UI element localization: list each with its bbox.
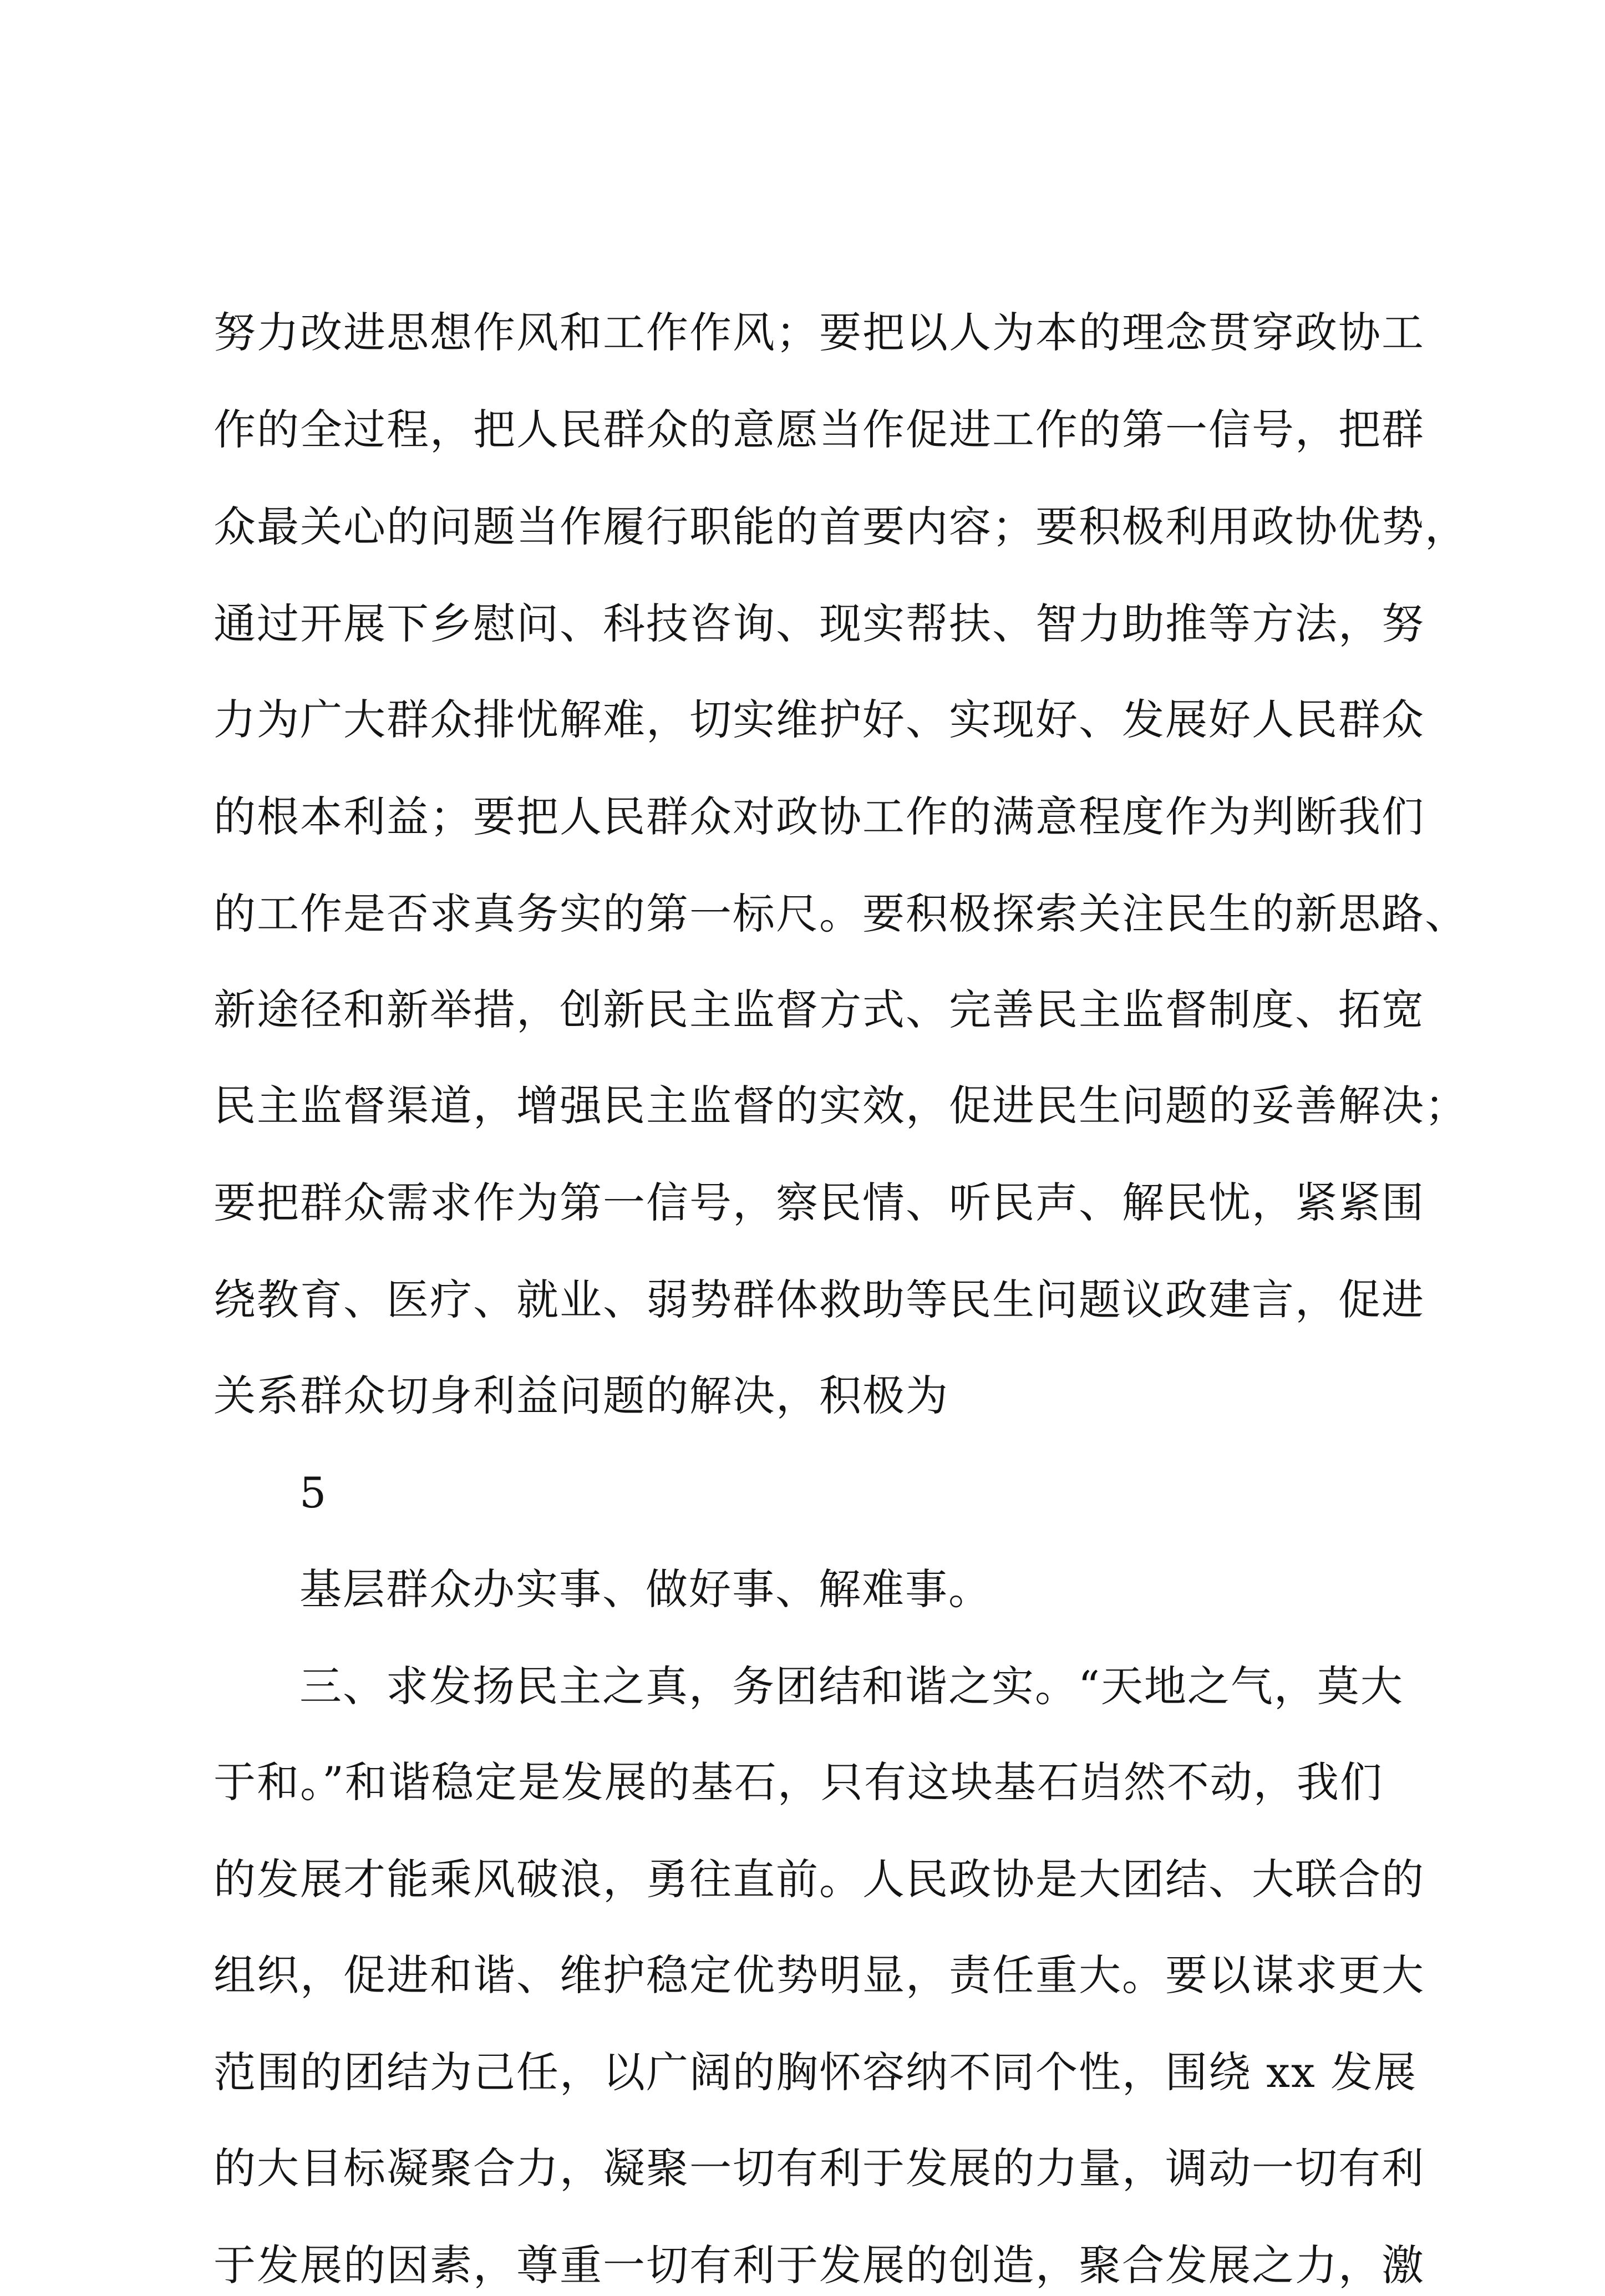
text-line: 范围的团结为己任，以广阔的胸怀容纳不同个性，围绕 xx 发展: [214, 2048, 1418, 2097]
text-line: 作的全过程，把人民群众的意愿当作促进工作的第一信号，把群: [214, 405, 1425, 454]
text-line: 的发展才能乘风破浪，勇往直前。人民政协是大团结、大联合的: [214, 1855, 1425, 1904]
text-line: 众最关心的问题当作履行职能的首要内容；要积极利用政协优势，: [214, 502, 1468, 551]
text-line: 民主监督渠道，增强民主监督的实效，促进民生问题的妥善解决；: [214, 1081, 1468, 1130]
text-line: 绕教育、医疗、就业、弱势群体救助等民生问题议政建言，促进: [214, 1275, 1425, 1324]
text-line: 要把群众需求作为第一信号，察民情、听民声、解民忧，紧紧围: [214, 1178, 1425, 1227]
section-heading-line: 三、求发扬民主之真，务团结和谐之实。“天地之气，莫大: [299, 1662, 1404, 1711]
text-line: 力为广大群众排忧解难，切实维护好、实现好、发展好人民群众: [214, 695, 1425, 744]
page-number-marker: 5: [299, 1468, 328, 1517]
text-line: 努力改进思想作风和工作作风；要把以人为本的理念贯穿政协工: [214, 308, 1425, 357]
text-line: 于和。”和谐稳定是发展的基石，只有这块基石岿然不动，我们: [214, 1757, 1383, 1807]
text-line: 组织，促进和谐、维护稳定优势明显，责任重大。要以谋求更大: [214, 1950, 1425, 2000]
text-line: 于发展的因素，尊重一切有利于发展的创造，聚合发展之力，激: [214, 2241, 1425, 2290]
text-line: 的根本利益；要把人民群众对政协工作的满意程度作为判断我们: [214, 792, 1425, 841]
text-line: 通过开展下乡慰问、科技咨询、现实帮扶、智力助推等方法，努: [214, 599, 1425, 648]
text-line: 的大目标凝聚合力，凝聚一切有利于发展的力量，调动一切有利: [214, 2143, 1425, 2193]
text-line: 关系群众切身利益问题的解决，积极为: [214, 1371, 949, 1420]
text-line: 基层群众办实事、做好事、解难事。: [299, 1564, 992, 1614]
text-line: 的工作是否求真务实的第一标尺。要积极探索关注民生的新思路、: [214, 889, 1468, 938]
text-line: 新途径和新举措，创新民主监督方式、完善民主监督制度、拓宽: [214, 985, 1425, 1034]
